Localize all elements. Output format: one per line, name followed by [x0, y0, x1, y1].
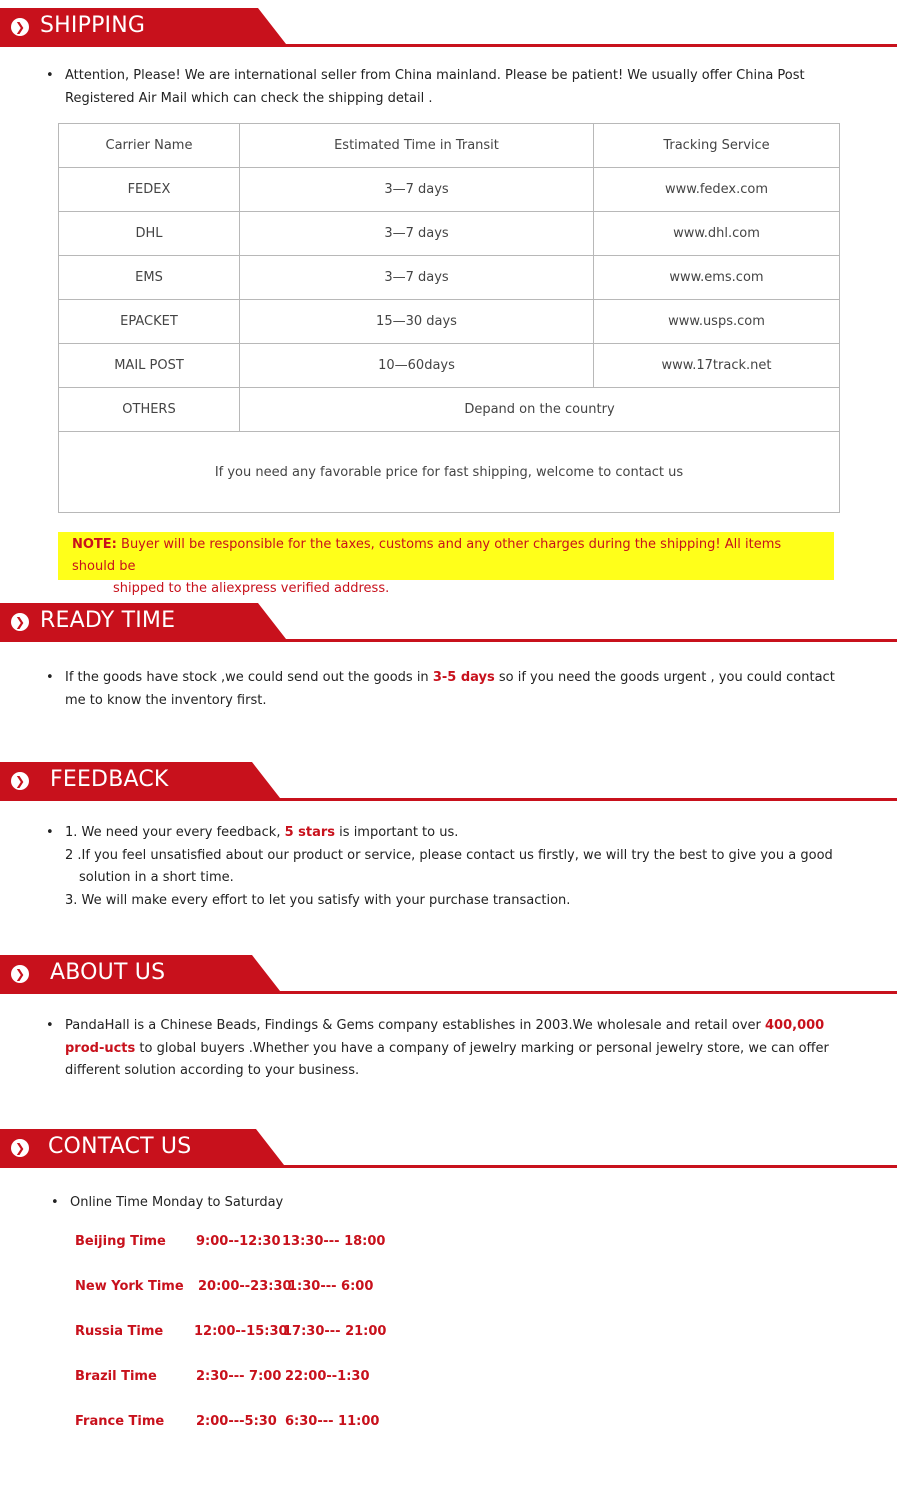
section-banner-contact-us — [0, 1129, 897, 1177]
section-title: ABOUT US — [50, 960, 166, 985]
feedback-list — [46, 822, 836, 912]
bullet: • — [46, 68, 54, 83]
table-footer-row — [59, 432, 840, 513]
time-range: 9:00--12:30 — [196, 1234, 281, 1249]
time-range: 20:00--23:30 — [198, 1279, 292, 1294]
bullet: • — [46, 1018, 54, 1033]
section-title: READY TIME — [40, 608, 176, 633]
note-text-2: shipped to the aliexpress verified address. — [113, 581, 390, 596]
carrier-cell: DHL — [59, 212, 240, 256]
transit-cell: 10—60days — [240, 344, 594, 388]
header-cell: Carrier Name — [59, 124, 240, 168]
city-label: Russia Time — [75, 1324, 164, 1339]
bullet: • — [51, 1195, 59, 1210]
tracking-cell: www.dhl.com — [594, 212, 840, 256]
city-label: New York Time — [75, 1279, 184, 1294]
transit-cell: 3—7 days — [240, 212, 594, 256]
tracking-cell: www.fedex.com — [594, 168, 840, 212]
highlight: 400,000 prod-ucts — [65, 1018, 825, 1056]
shipping-intro: • Attention, Please! We are international seller from China mainland. Please be patient! We usually offer China Post Registered Air Mail which can check the shipping detail . — [46, 65, 836, 110]
carrier-cell: OTHERS — [59, 388, 240, 432]
tracking-cell: www.17track.net — [594, 344, 840, 388]
section-title: CONTACT US — [48, 1134, 192, 1159]
others-value-cell: Depand on the country — [240, 388, 840, 432]
transit-cell: 3—7 days — [240, 168, 594, 212]
section-banner-ready-time — [0, 603, 897, 651]
table-row — [59, 256, 840, 300]
section-banner-shipping — [0, 8, 897, 56]
city-label: France Time — [75, 1414, 165, 1429]
feedback-line-2b: solution in a short time. — [79, 870, 234, 885]
time-range: 2:30--- 7:00 — [196, 1369, 282, 1384]
bullet: • — [46, 825, 54, 840]
header-cell: Estimated Time in Transit — [240, 124, 594, 168]
time-range: 2:00---5:30 — [196, 1414, 277, 1429]
time-range: 6:30--- 11:00 — [285, 1414, 380, 1429]
highlight: 3-5 days — [432, 670, 495, 685]
feedback-line-1: 1. We need your every feedback, 5 stars is important to us. — [65, 825, 459, 840]
city-label: Brazil Time — [75, 1369, 157, 1384]
carrier-cell: FEDEX — [59, 168, 240, 212]
chevron-right-circle-icon: ❯ — [11, 772, 29, 790]
footer-cell: If you need any favorable price for fast shipping, welcome to contact us — [59, 432, 840, 513]
note-text: Buyer will be responsible for the taxes, customs and any other charges during the shipping! All items should be — [72, 537, 782, 574]
transit-cell: 3—7 days — [240, 256, 594, 300]
header-cell: Tracking Service — [594, 124, 840, 168]
time-range: 17:30--- 21:00 — [283, 1324, 387, 1339]
time-range: 12:00--15:30 — [194, 1324, 288, 1339]
table-row — [59, 168, 840, 212]
carrier-cell: EMS — [59, 256, 240, 300]
city-label: Beijing Time — [75, 1234, 166, 1249]
section-title: SHIPPING — [40, 13, 146, 38]
carrier-cell: MAIL POST — [59, 344, 240, 388]
contact-online: • Online Time Monday to Saturday — [51, 1192, 841, 1215]
tracking-cell: www.ems.com — [594, 256, 840, 300]
section-title: FEEDBACK — [50, 767, 169, 792]
table-row — [59, 300, 840, 344]
time-range: 22:00--1:30 — [285, 1369, 370, 1384]
chevron-right-circle-icon: ❯ — [11, 613, 29, 631]
feedback-line-2: 2 .If you feel unsatisfied about our product or service, please contact us firstly, we will try the best to give you a good — [65, 847, 833, 863]
chevron-right-circle-icon: ❯ — [11, 1139, 29, 1157]
transit-cell: 15—30 days — [240, 300, 594, 344]
table-header-row — [59, 124, 840, 168]
feedback-line-3: 3. We will make every effort to let you satisfy with your purchase transaction. — [65, 892, 571, 908]
ready-text: • If the goods have stock ,we could send out the goods in 3-5 days so if you need the goods urgent , you could contact me to know the inventory first. — [46, 667, 836, 712]
section-banner-about-us — [0, 955, 897, 1003]
highlight: 5 stars — [284, 825, 336, 840]
table-row — [59, 344, 840, 388]
chevron-right-circle-icon: ❯ — [11, 18, 29, 36]
note-label: NOTE: — [72, 537, 117, 552]
time-range: 1:30--- 6:00 — [288, 1279, 374, 1294]
about-text: • PandaHall is a Chinese Beads, Findings & Gems company establishes in 2003.We wholesale and retail over 400,000 prod-ucts to global buyers .Whether you have a company of jewelry marking or personal jewelry store, we can offer different solution according to your business. — [46, 1015, 836, 1083]
section-banner-feedback — [0, 762, 897, 810]
carrier-cell: EPACKET — [59, 300, 240, 344]
shipping-table — [58, 123, 840, 513]
table-row — [59, 388, 840, 432]
bullet: • — [46, 670, 54, 685]
time-range: 13:30--- 18:00 — [282, 1234, 386, 1249]
table-row — [59, 212, 840, 256]
tracking-cell: www.usps.com — [594, 300, 840, 344]
note-box — [58, 532, 834, 596]
chevron-right-circle-icon: ❯ — [11, 965, 29, 983]
